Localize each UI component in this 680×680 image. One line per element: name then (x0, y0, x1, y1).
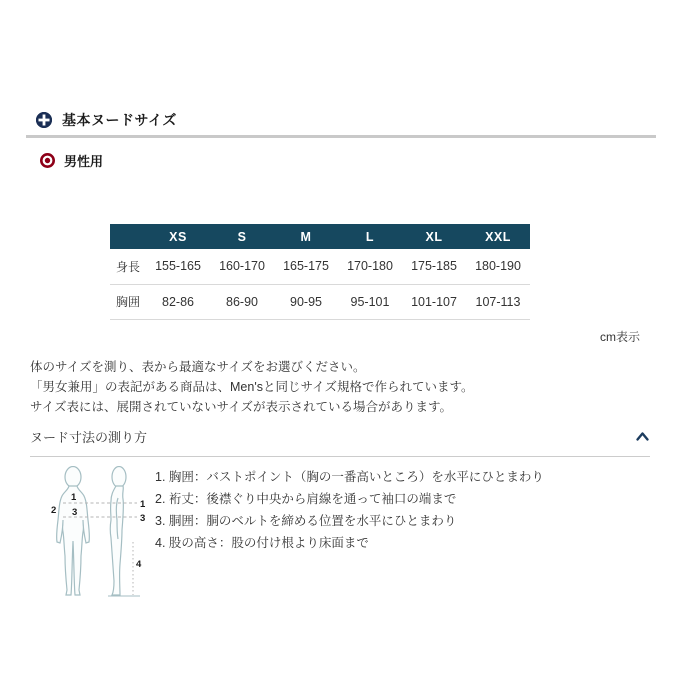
instruction-item: 2. 裄丈：後襟ぐり中央から肩線を通って袖口の端まで (155, 492, 457, 506)
size-cell: 180-190 (466, 249, 530, 284)
section-mens-title: 男性用 (64, 154, 104, 169)
plus-circle-icon (36, 112, 52, 128)
size-table-header-row (110, 224, 530, 249)
instruction-item: 1. 胸囲：バストポイント（胸の一番高いところ）を水平にひとまわり (155, 470, 544, 484)
instruction-item: 3. 胴囲：胴のベルトを締める位置を水平にひとまわり (155, 514, 457, 528)
measuring-divider (30, 456, 650, 457)
size-table-corner (110, 224, 146, 249)
size-cell: 82-86 (146, 284, 210, 319)
section-mens (40, 151, 103, 170)
row-label: 身長 (110, 249, 146, 284)
diagram-label-sleeve: 2 (51, 505, 57, 516)
instruction-item: 4. 股の高さ：股の付け根より床面まで (155, 536, 369, 550)
size-column-header: S (210, 224, 274, 249)
size-cell: 107-113 (466, 284, 530, 319)
size-column-header: L (338, 224, 402, 249)
size-column-header: M (274, 224, 338, 249)
row-label: 胸囲 (110, 284, 146, 319)
diagram-label-chest-front: 1 (71, 492, 77, 503)
size-cell: 86-90 (210, 284, 274, 319)
section-basic-nude-size[interactable] (36, 110, 177, 130)
note-line: サイズ表には、展開されていないサイズが表示されている場合があります。 (30, 400, 453, 414)
measuring-section-title: ヌード寸法の測り方 (30, 430, 148, 445)
diagram-label-waist-front: 3 (72, 507, 78, 518)
diagram-label-waist-side: 3 (140, 513, 146, 524)
side-figure-outline (110, 467, 126, 596)
size-column-header: XS (146, 224, 210, 249)
diagram-label-inseam: 4 (136, 559, 142, 570)
size-column-header: XL (402, 224, 466, 249)
body-measurement-diagram (50, 466, 148, 611)
size-cell: 175-185 (402, 249, 466, 284)
table-row-height (110, 249, 530, 284)
size-cell: 101-107 (402, 284, 466, 319)
table-row-chest (110, 284, 530, 319)
red-bullet-icon (40, 153, 55, 168)
notes-block (30, 357, 473, 417)
size-cell: 165-175 (274, 249, 338, 284)
unit-note: cm表示 (600, 330, 640, 344)
size-cell: 95-101 (338, 284, 402, 319)
size-cell: 90-95 (274, 284, 338, 319)
size-table (110, 224, 530, 320)
note-line: 体のサイズを測り、表から最適なサイズをお選びください。 (30, 360, 366, 374)
section-basic-nude-size-title: 基本ヌードサイズ (62, 112, 177, 128)
diagram-label-chest-side: 1 (140, 499, 146, 510)
note-line: 「男女兼用」の表記がある商品は、Men'sと同じサイズ規格で作られています。 (30, 380, 474, 394)
measuring-section-header[interactable] (30, 427, 650, 446)
size-cell: 170-180 (338, 249, 402, 284)
section-divider (26, 135, 656, 138)
chevron-up-icon[interactable] (635, 431, 650, 442)
size-cell: 155-165 (146, 249, 210, 284)
instructions-list (155, 466, 544, 554)
size-column-header: XXL (466, 224, 530, 249)
size-cell: 160-170 (210, 249, 274, 284)
front-figure-outline (57, 467, 90, 596)
